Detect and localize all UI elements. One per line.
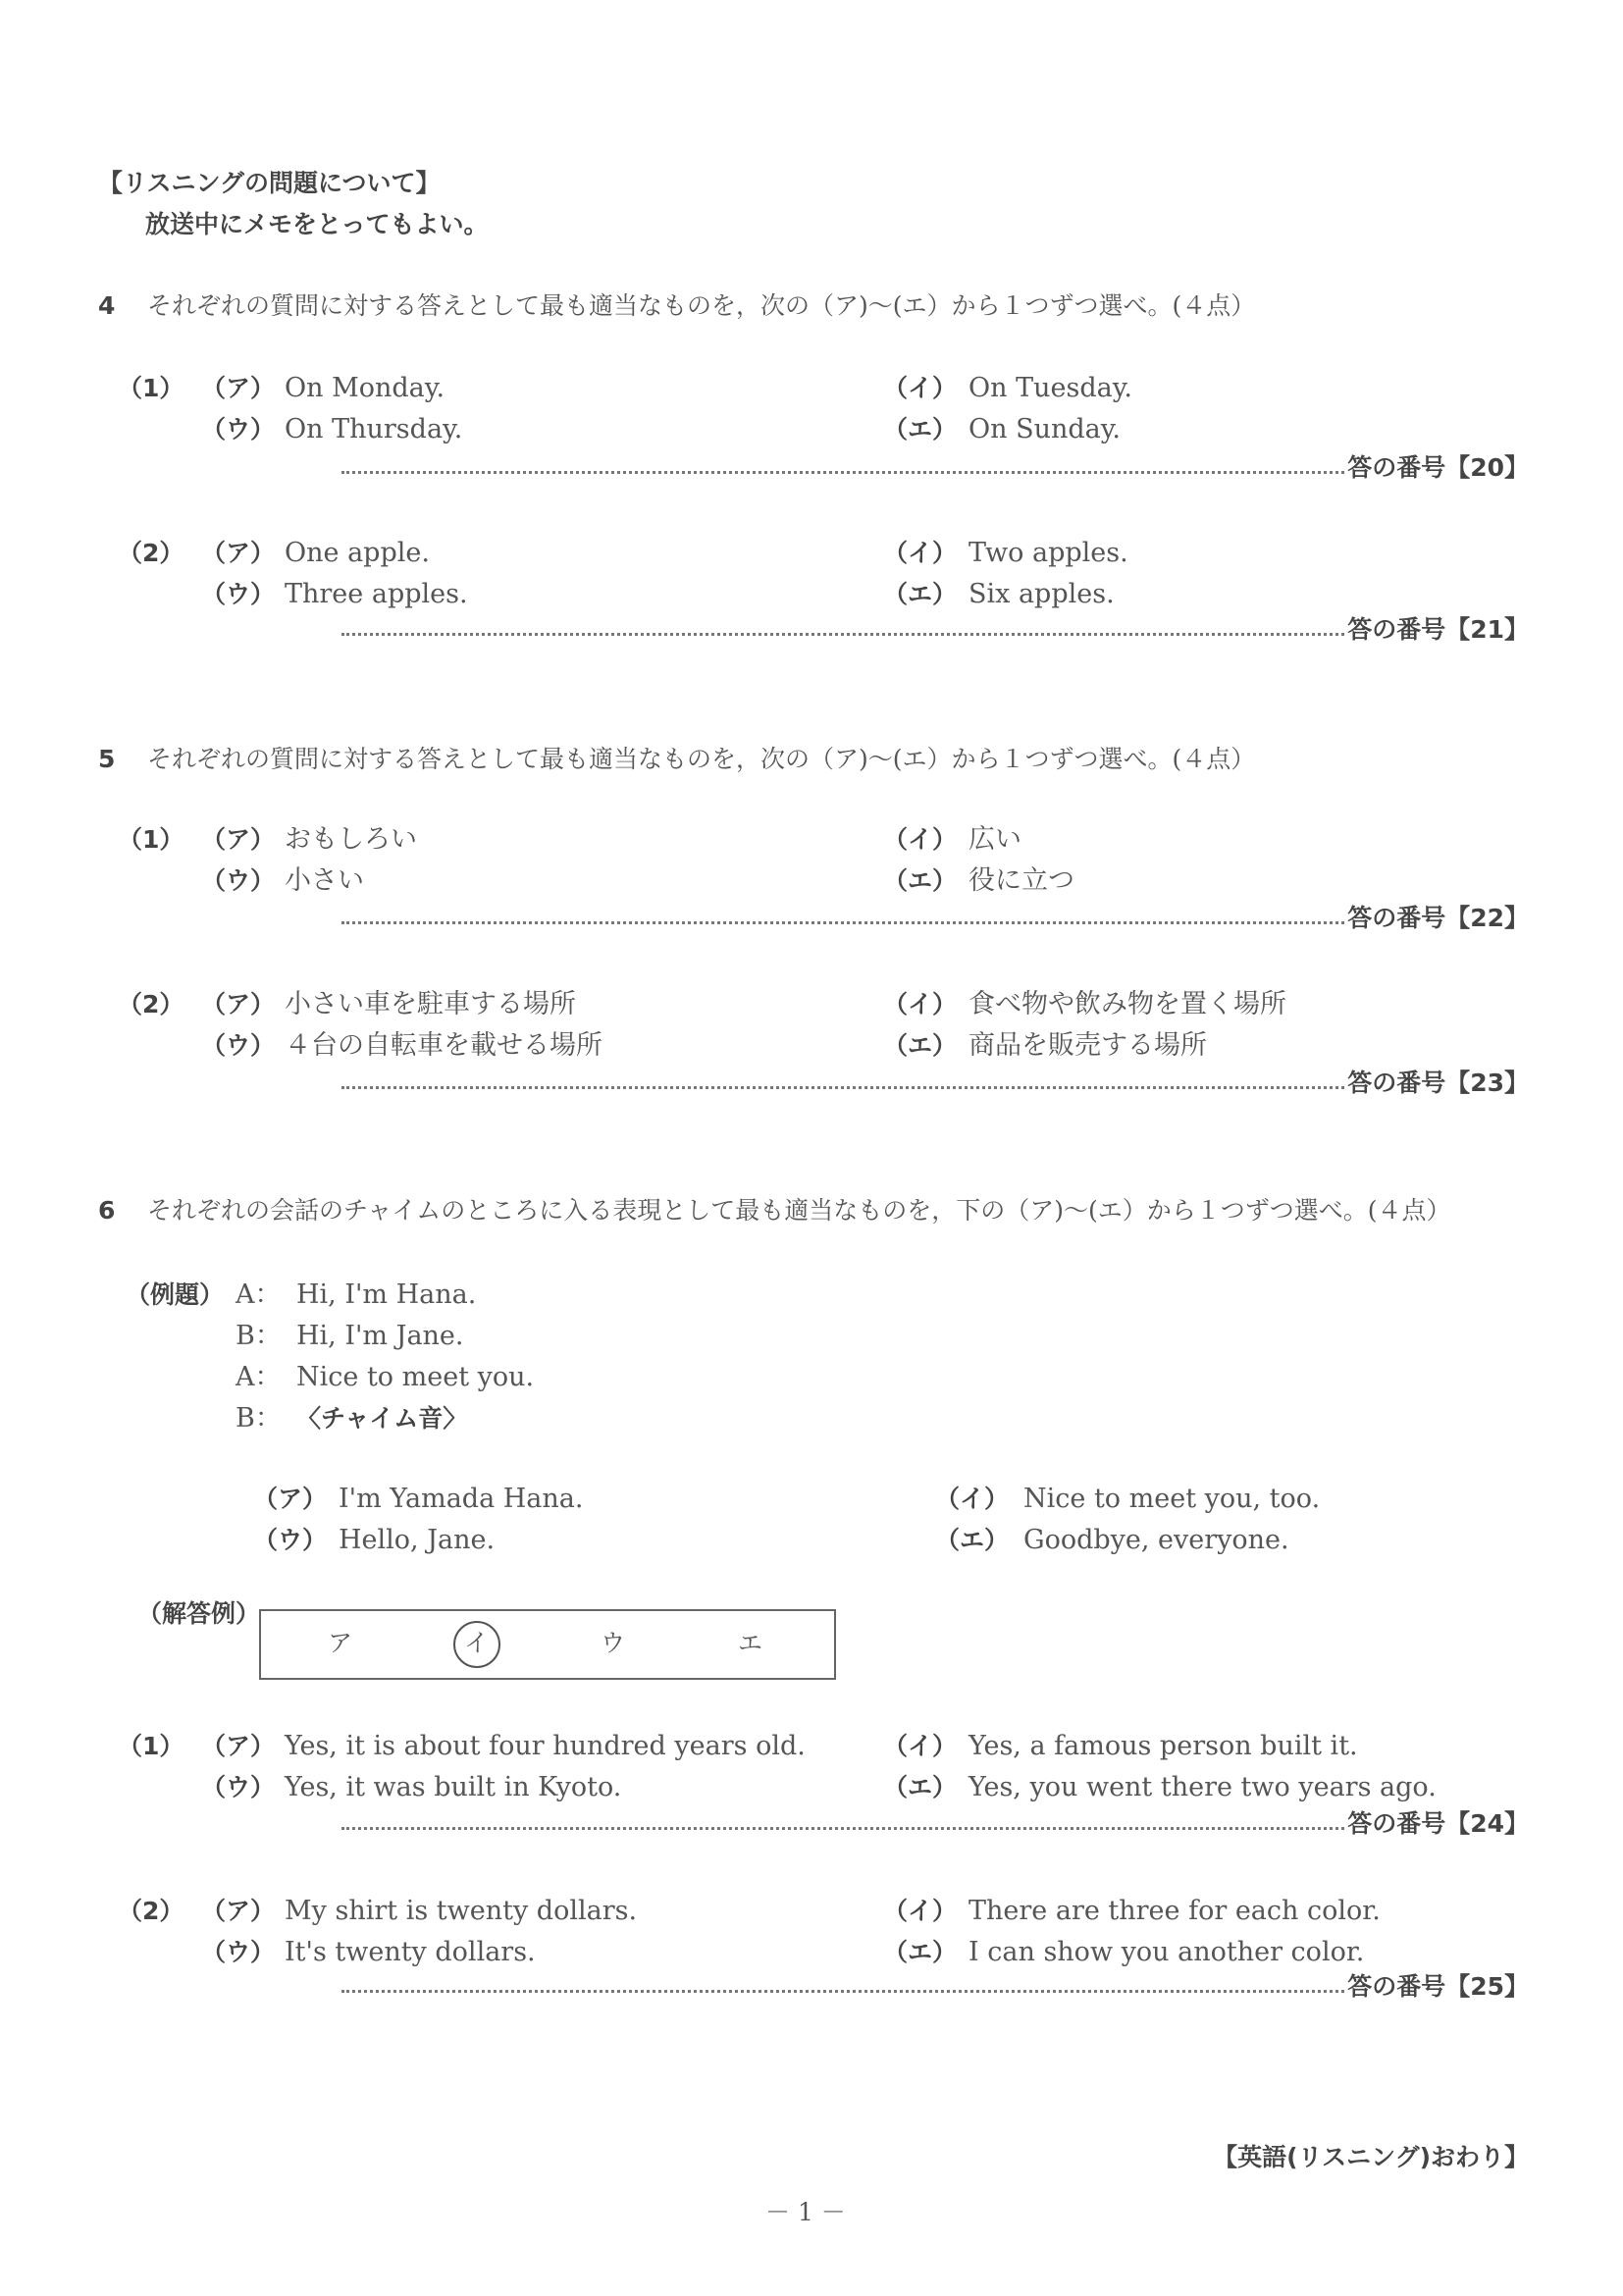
- example-option-mark: （エ）: [935, 1526, 1010, 1554]
- leader-dots: [341, 1827, 1344, 1830]
- option-text: It's twenty dollars.: [285, 1937, 536, 1967]
- answer-number-label: 答の番号【25】: [1347, 1972, 1529, 2001]
- option-mark: （エ）: [883, 1031, 958, 1060]
- answer-example-box: [259, 1609, 836, 1680]
- option-mark: （ア）: [201, 825, 276, 854]
- answer-number-label: 答の番号【22】: [1347, 904, 1529, 932]
- answer-number-label: 答の番号【23】: [1347, 1069, 1529, 1097]
- option-text: 小さい: [285, 865, 364, 896]
- option-mark: （イ）: [883, 990, 958, 1018]
- option-mark: （イ）: [883, 1732, 958, 1760]
- question-number: （1）: [118, 374, 184, 402]
- section-instruction: それぞれの質問に対する答えとして最も適当なものを，次の（ア)～(エ）から１つずつ選べ。(４点）: [147, 291, 1256, 320]
- page-number: － 1 －: [765, 2198, 846, 2226]
- question-number: （2）: [118, 1897, 184, 1925]
- answer-choice: ア: [328, 1629, 353, 1657]
- section-number: 5: [98, 745, 116, 773]
- option-text: おもしろい: [285, 824, 417, 855]
- option-mark: （ア）: [201, 1897, 276, 1925]
- dialogue-line: Nice to meet you.: [296, 1362, 535, 1392]
- option-mark: （ア）: [201, 990, 276, 1018]
- option-text: I can show you another color.: [969, 1937, 1365, 1967]
- dialogue-line: 〈チャイム音〉: [296, 1404, 468, 1433]
- option-mark: （ウ）: [201, 580, 276, 608]
- option-text: 商品を販売する場所: [969, 1030, 1207, 1061]
- option-mark: （エ）: [883, 415, 958, 444]
- leader-dots: [341, 633, 1344, 636]
- dialogue-speaker: A：: [236, 1279, 282, 1310]
- option-text: On Monday.: [285, 373, 445, 403]
- section-instruction: それぞれの質問に対する答えとして最も適当なものを，次の（ア)～(エ）から１つずつ選べ。(４点）: [147, 745, 1256, 773]
- listening-heading: 【リスニングの問題について】: [98, 169, 441, 197]
- option-text: ４台の自転車を載せる場所: [285, 1030, 602, 1061]
- leader-dots: [341, 921, 1344, 924]
- option-text: Two apples.: [969, 538, 1128, 568]
- option-text: Yes, it is about four hundred years old.: [285, 1731, 806, 1761]
- option-text: My shirt is twenty dollars.: [285, 1896, 638, 1926]
- option-mark: （エ）: [883, 866, 958, 895]
- option-mark: （ウ）: [201, 1031, 276, 1060]
- option-mark: （イ）: [883, 825, 958, 854]
- listening-note: 放送中にメモをとってもよい。: [145, 210, 489, 238]
- option-text: There are three for each color.: [969, 1896, 1381, 1926]
- end-label: 【英語(リスニング)おわり】: [1213, 2143, 1529, 2171]
- leader-dots: [341, 1086, 1344, 1089]
- example-option-text: Goodbye, everyone.: [1023, 1525, 1289, 1555]
- option-mark: （エ）: [883, 1773, 958, 1801]
- option-text: 小さい車を駐車する場所: [285, 989, 576, 1019]
- example-label: （例題）: [126, 1280, 225, 1309]
- option-mark: （イ）: [883, 539, 958, 567]
- dialogue-speaker: B：: [236, 1321, 282, 1351]
- option-mark: （ウ）: [201, 415, 276, 444]
- answer-choice: ウ: [601, 1629, 626, 1657]
- option-mark: （エ）: [883, 580, 958, 608]
- option-mark: （ウ）: [201, 866, 276, 895]
- option-mark: （イ）: [883, 1897, 958, 1925]
- option-text: Six apples.: [969, 579, 1115, 609]
- dialogue-speaker: B：: [236, 1403, 282, 1434]
- option-text: 役に立つ: [969, 865, 1074, 896]
- section-number: 6: [98, 1196, 116, 1225]
- option-mark: （ウ）: [201, 1773, 276, 1801]
- option-text: Yes, it was built in Kyoto.: [285, 1772, 622, 1802]
- dialogue-line: Hi, I'm Jane.: [296, 1321, 464, 1351]
- option-text: On Tuesday.: [969, 373, 1132, 403]
- section-number: 4: [98, 291, 116, 320]
- option-mark: （ア）: [201, 1732, 276, 1760]
- question-number: （2）: [118, 539, 184, 567]
- example-option-text: I'm Yamada Hana.: [339, 1484, 584, 1514]
- example-option-text: Hello, Jane.: [339, 1525, 496, 1555]
- option-text: 食べ物や飲み物を置く場所: [969, 989, 1286, 1019]
- option-mark: （ウ）: [201, 1938, 276, 1966]
- answer-choice: エ: [738, 1629, 763, 1657]
- option-mark: （エ）: [883, 1938, 958, 1966]
- example-option-text: Nice to meet you, too.: [1023, 1484, 1321, 1514]
- dialogue-speaker: A：: [236, 1362, 282, 1392]
- leader-dots: [341, 1990, 1344, 1993]
- answer-number-label: 答の番号【20】: [1347, 453, 1529, 482]
- option-mark: （ア）: [201, 539, 276, 567]
- option-text: On Thursday.: [285, 414, 463, 444]
- question-number: （2）: [118, 990, 184, 1018]
- example-option-mark: （イ）: [935, 1485, 1010, 1513]
- answer-choice-circled: イ: [464, 1629, 490, 1657]
- answer-example-label: （解答例）: [137, 1599, 261, 1628]
- question-number: （1）: [118, 825, 184, 854]
- option-text: 広い: [969, 824, 1021, 855]
- option-text: Three apples.: [285, 579, 468, 609]
- option-mark: （イ）: [883, 374, 958, 402]
- example-option-mark: （ウ）: [253, 1526, 328, 1554]
- leader-dots: [341, 471, 1344, 474]
- option-text: Yes, a famous person built it.: [969, 1731, 1358, 1761]
- example-option-mark: （ア）: [253, 1485, 328, 1513]
- answer-number-label: 答の番号【24】: [1347, 1809, 1529, 1838]
- question-number: （1）: [118, 1732, 184, 1760]
- option-text: Yes, you went there two years ago.: [969, 1772, 1437, 1802]
- section-instruction: それぞれの会話のチャイムのところに入る表現として最も適当なものを，下の（ア)～(エ）から１つずつ選べ。(４点）: [147, 1196, 1451, 1225]
- option-text: On Sunday.: [969, 414, 1122, 444]
- option-text: One apple.: [285, 538, 430, 568]
- option-mark: （ア）: [201, 374, 276, 402]
- answer-number-label: 答の番号【21】: [1347, 615, 1529, 644]
- dialogue-line: Hi, I'm Hana.: [296, 1279, 477, 1310]
